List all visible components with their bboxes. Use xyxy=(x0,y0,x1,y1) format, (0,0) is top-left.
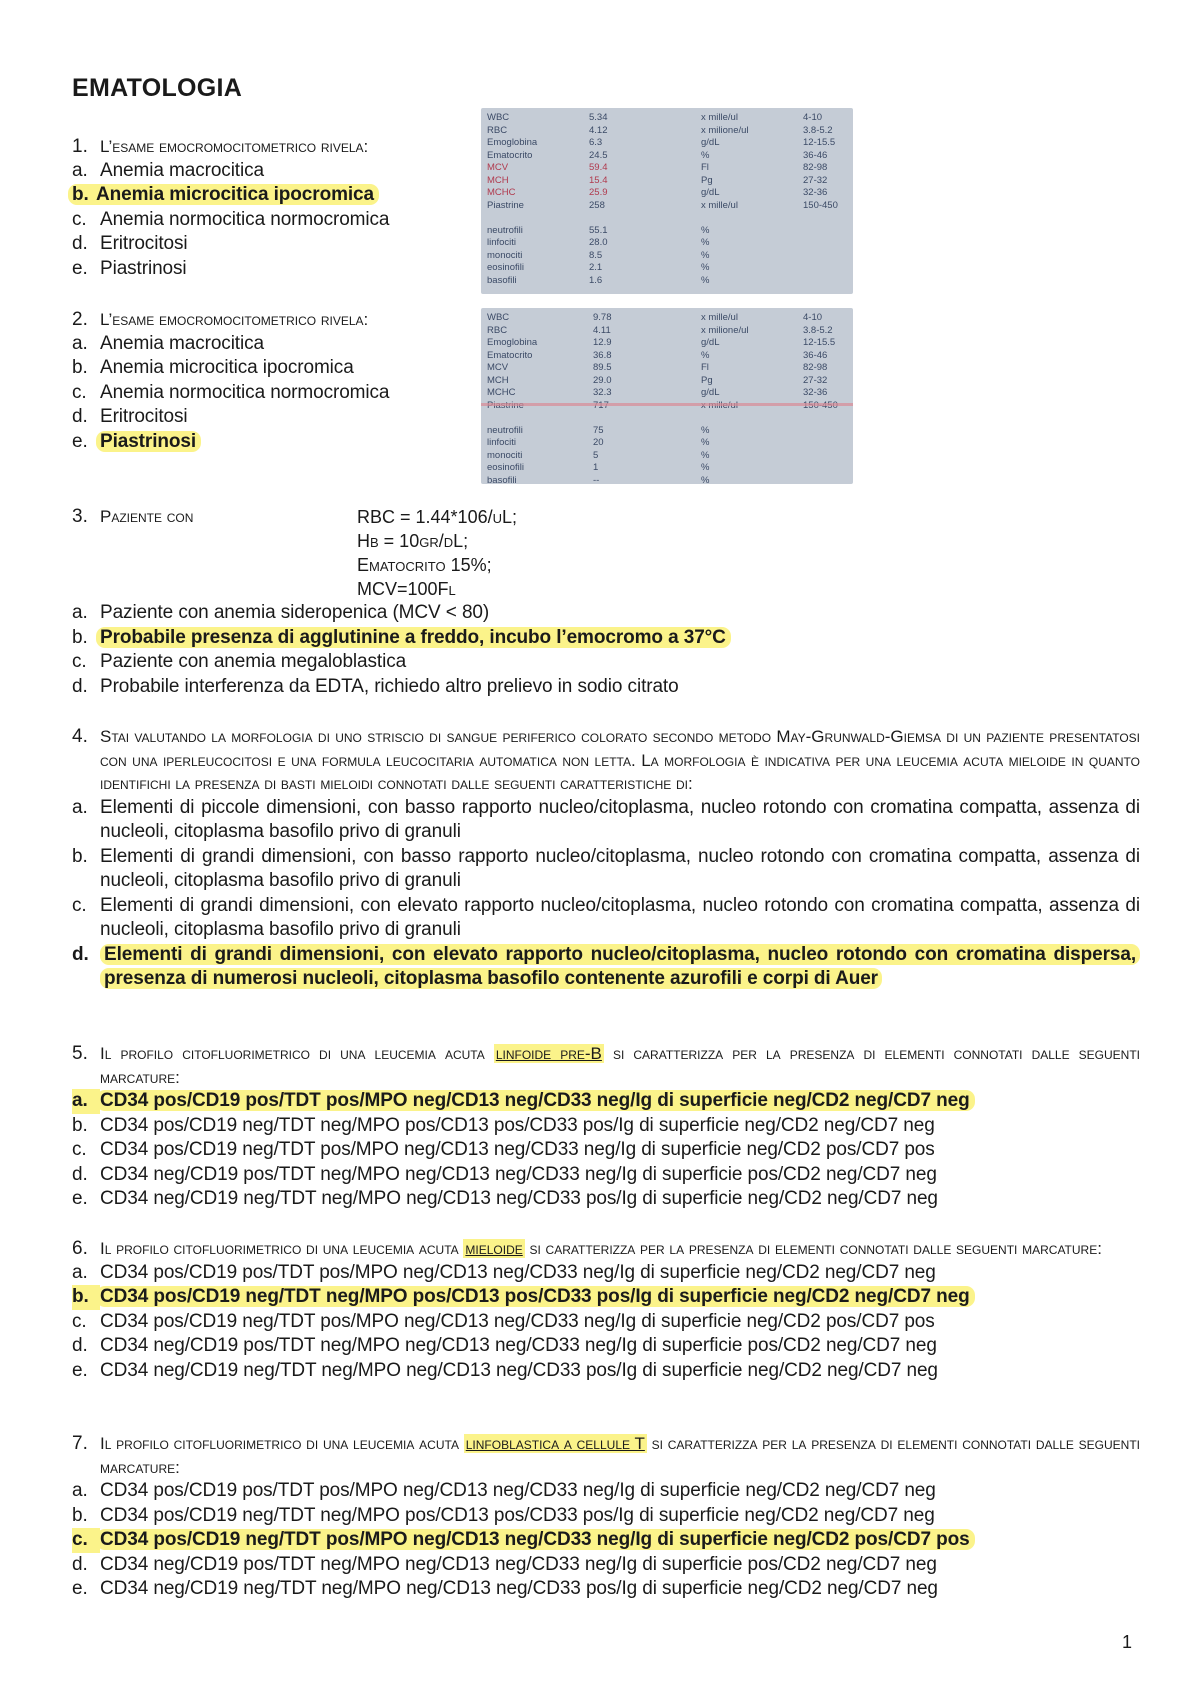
lab-line: 25.9 xyxy=(589,187,608,198)
lab-line: 28.0 xyxy=(589,237,608,248)
option-a: a. Anemia macrocitica xyxy=(72,332,264,354)
red-mark-line xyxy=(481,403,853,406)
lab-names: WBC RBC Emoglobina Ematocrito MCV MCH MCHC neutrofili linfociti monociti eosinofili basofili xyxy=(487,312,538,484)
lab-values: 9.78 4.11 12.9 36.8 89.5 29.0 32.3 75 20 5 1 -- xyxy=(593,312,612,484)
option-c: c. Paziente con anemia megaloblastica xyxy=(72,651,407,672)
lab-line: MCH xyxy=(487,174,509,186)
question-1 xyxy=(72,135,462,281)
option-d-correct: d. Elementi di grandi dimensioni, con elevato rapporto nucleo/citoplasma, nucleo rotondo con cromatina dispersa, presenza di numerosi nucleoli, citoplasma basofilo contenente azurofili e corpi di Auer xyxy=(72,943,1140,992)
option-e: e. Piastrinosi xyxy=(72,257,187,279)
question-stem: 1. L’esame emocromocitometrico rivela: xyxy=(72,136,369,157)
lab-line: MCV xyxy=(487,162,509,173)
option-d: d. CD34 neg/CD19 pos/TDT neg/MPO neg/CD13 neg/CD33 neg/Ig di superficie pos/CD2 neg/CD7 neg xyxy=(72,1163,937,1185)
option-e: e. CD34 neg/CD19 neg/TDT neg/MPO neg/CD13 neg/CD33 pos/Ig di superficie neg/CD2 neg/CD7 neg xyxy=(72,1578,938,1599)
lab-names xyxy=(487,112,537,287)
question-stem: 5. Il profilo citofluorimetrico di una leucemia acuta linfoide pre-B si caratterizza per la presenza di elementi connotati dalle seguenti marcature: xyxy=(72,1043,1140,1087)
key-term: mieloide xyxy=(465,1239,523,1258)
option-d: d. CD34 neg/CD19 pos/TDT neg/MPO neg/CD13 neg/CD33 neg/Ig di superficie pos/CD2 neg/CD7 neg xyxy=(72,1553,937,1575)
lab-line xyxy=(487,212,537,225)
question-7 xyxy=(72,1432,1140,1602)
lab-line: 5.34 xyxy=(589,112,608,123)
lab-ranges: 4-10 3.8-5.2 12-15.5 36-46 82-98 27-32 32-36 xyxy=(803,312,836,398)
option-b-correct: b. Anemia microcitica ipocromica xyxy=(72,183,462,208)
option-b: b. Anemia microcitica ipocromica xyxy=(72,357,354,378)
option-a: a. Elementi di piccole dimensioni, con basso rapporto nucleo/citoplasma, nucleo rotondo con cromatina compatta, assenza di nucleoli, citoplasma basofilo privo di granuli xyxy=(72,796,1140,842)
option-b: b. Elementi di grandi dimensioni, con basso rapporto nucleo/citoplasma, nucleo rotondo con cromatina compatta, assenza di nucleoli, citoplasma basofilo privo di granuli xyxy=(72,845,1140,891)
lab-line: 1.6 xyxy=(589,274,603,286)
lab-line: 24.5 xyxy=(589,149,608,161)
option-b: b. CD34 pos/CD19 neg/TDT neg/MPO pos/CD13 pos/CD33 pos/Ig di superficie neg/CD2 neg/CD7 neg xyxy=(72,1114,935,1136)
lab-ranges: 4-10 3.8-5.2 12-15.5 36-46 82-98 27-32 32-36 150-450 xyxy=(803,112,838,211)
lab-units: x mille/ul x milione/ul g/dL % Fl Pg g/dL x mille/ul % % % % % xyxy=(701,112,749,286)
lab-line: eosinofili xyxy=(487,262,524,273)
lab-line: Emoglobina xyxy=(487,137,538,148)
lab-line: linfociti xyxy=(487,237,517,248)
patient-values: RBC = 1.44*106/uL; Hb = 10gr/dL; Ematocrito 15%; MCV=100Fl xyxy=(357,507,517,599)
option-d: d. Probabile interferenza da EDTA, richiedo altro prelievo in sodio citrato xyxy=(72,675,679,697)
option-e: e. CD34 neg/CD19 neg/TDT neg/MPO neg/CD13 neg/CD33 pos/Ig di superficie neg/CD2 neg/CD7 neg xyxy=(72,1359,938,1381)
lab-line: 6.3 xyxy=(589,137,603,148)
option-b-correct: b. CD34 pos/CD19 neg/TDT neg/MPO pos/CD13 pos/CD33 pos/Ig di superficie neg/CD2 neg/CD7 neg xyxy=(72,1285,1140,1310)
question-stem: 4. Stai valutando la morfologia di uno striscio di sangue periferico colorato secondo metodo May-Grunwald-Giemsa di un paziente presentatosi con una iperleucocitosi e una formula leucocitaria automatica non letta. La morfologia è indicativa per una leucemia acuta mieloide in quanto identifichi la presenza di basti mieloidi connotati dalle seguenti caratteristiche di: xyxy=(72,726,1140,793)
question-stem: 3. Paziente con xyxy=(72,506,194,527)
lab-line: MCHC xyxy=(487,187,516,198)
question-5 xyxy=(72,1042,1140,1212)
document-title: EMATOLOGIA xyxy=(72,74,243,102)
question-6 xyxy=(72,1237,1140,1383)
lab-line: 2.1 xyxy=(589,262,603,273)
question-2 xyxy=(72,308,462,454)
lab-report-photo-2 xyxy=(481,308,853,484)
lab-line: WBC xyxy=(487,112,510,123)
lab-line: Ematocrito xyxy=(487,149,533,161)
question-stem: 6. Il profilo citofluorimetrico di una leucemia acuta mieloide si caratterizza per la presenza di elementi connotati dalle seguenti marcature: xyxy=(72,1238,1102,1259)
lab-report-photo-1 xyxy=(481,108,853,294)
lab-line: neutrofili xyxy=(487,224,523,236)
lab-line: 4.12 xyxy=(589,124,608,136)
question-stem: 7. Il profilo citofluorimetrico di una leucemia acuta linfoblastica a cellule T si caratterizza per la presenza di elementi connotati dalle seguenti marcature: xyxy=(72,1433,1140,1477)
lab-units: x mille/ul x milione/ul g/dL % Fl Pg g/dL % % % % % xyxy=(701,312,749,484)
key-term: linfoide pre-B xyxy=(495,1044,602,1063)
lab-line: basofili xyxy=(487,274,517,286)
option-d: d. Eritrocitosi xyxy=(72,406,188,427)
lab-line: monociti xyxy=(487,249,523,261)
question-4 xyxy=(72,725,1140,992)
option-b-correct: b. Probabile presenza di agglutinine a freddo, incubo l’emocromo a 37°C xyxy=(72,626,1140,651)
lab-line: RBC xyxy=(487,124,508,136)
option-c: c. Anemia normocitica normocromica xyxy=(72,381,390,403)
key-term: linfoblastica a cellule T xyxy=(465,1434,645,1453)
option-e: e. CD34 neg/CD19 neg/TDT neg/MPO neg/CD13 neg/CD33 pos/Ig di superficie neg/CD2 neg/CD7 neg xyxy=(72,1188,938,1209)
option-a: a. Anemia macrocitica xyxy=(72,159,264,181)
lab-line xyxy=(589,212,608,225)
lab-line: 15.4 xyxy=(589,174,608,186)
question-3 xyxy=(72,505,1140,699)
question-stem: 2. L’esame emocromocitometrico rivela: xyxy=(72,309,369,330)
option-c: c. Elementi di grandi dimensioni, con elevato rapporto nucleo/citoplasma, nucleo rotondo con cromatina compatta, assenza di nucleoli, citoplasma basofilo privo di granuli xyxy=(72,894,1140,940)
option-c: c. CD34 pos/CD19 neg/TDT pos/MPO neg/CD13 neg/CD33 neg/Ig di superficie neg/CD2 pos/CD7 pos xyxy=(72,1310,935,1332)
option-c: c. CD34 pos/CD19 neg/TDT pos/MPO neg/CD13 neg/CD33 neg/Ig di superficie neg/CD2 pos/CD7 pos xyxy=(72,1139,935,1160)
option-d: d. Eritrocitosi xyxy=(72,233,188,254)
lab-values xyxy=(589,112,608,287)
option-a-correct: a. CD34 pos/CD19 pos/TDT pos/MPO neg/CD13 neg/CD33 neg/Ig di superficie neg/CD2 neg/CD7 neg xyxy=(72,1089,1140,1114)
option-c-correct: c. CD34 pos/CD19 neg/TDT pos/MPO neg/CD13 neg/CD33 neg/Ig di superficie neg/CD2 pos/CD7 pos xyxy=(72,1528,1140,1553)
option-d: d. CD34 neg/CD19 pos/TDT neg/MPO neg/CD13 neg/CD33 neg/Ig di superficie pos/CD2 neg/CD7 neg xyxy=(72,1335,937,1356)
option-e-correct: e. Piastrinosi xyxy=(72,430,462,455)
option-a: a. Paziente con anemia sideropenica (MCV < 80) xyxy=(72,602,490,623)
option-b: b. CD34 pos/CD19 neg/TDT neg/MPO pos/CD13 pos/CD33 pos/Ig di superficie neg/CD2 neg/CD7 neg xyxy=(72,1504,935,1526)
option-a: a. CD34 pos/CD19 pos/TDT pos/MPO neg/CD13 neg/CD33 neg/Ig di superficie neg/CD2 neg/CD7 neg xyxy=(72,1480,936,1501)
lab-line: 55.1 xyxy=(589,224,608,236)
lab-line: 59.4 xyxy=(589,162,608,173)
option-a: a. CD34 pos/CD19 pos/TDT pos/MPO neg/CD13 neg/CD33 neg/Ig di superficie neg/CD2 neg/CD7 neg xyxy=(72,1261,936,1283)
lab-line: Piastrine xyxy=(487,199,524,211)
lab-line: 8.5 xyxy=(589,249,603,261)
lab-line: 258 xyxy=(589,199,605,211)
page-number: 1 xyxy=(1121,1632,1132,1652)
option-c: c. Anemia normocitica normocromica xyxy=(72,208,390,230)
